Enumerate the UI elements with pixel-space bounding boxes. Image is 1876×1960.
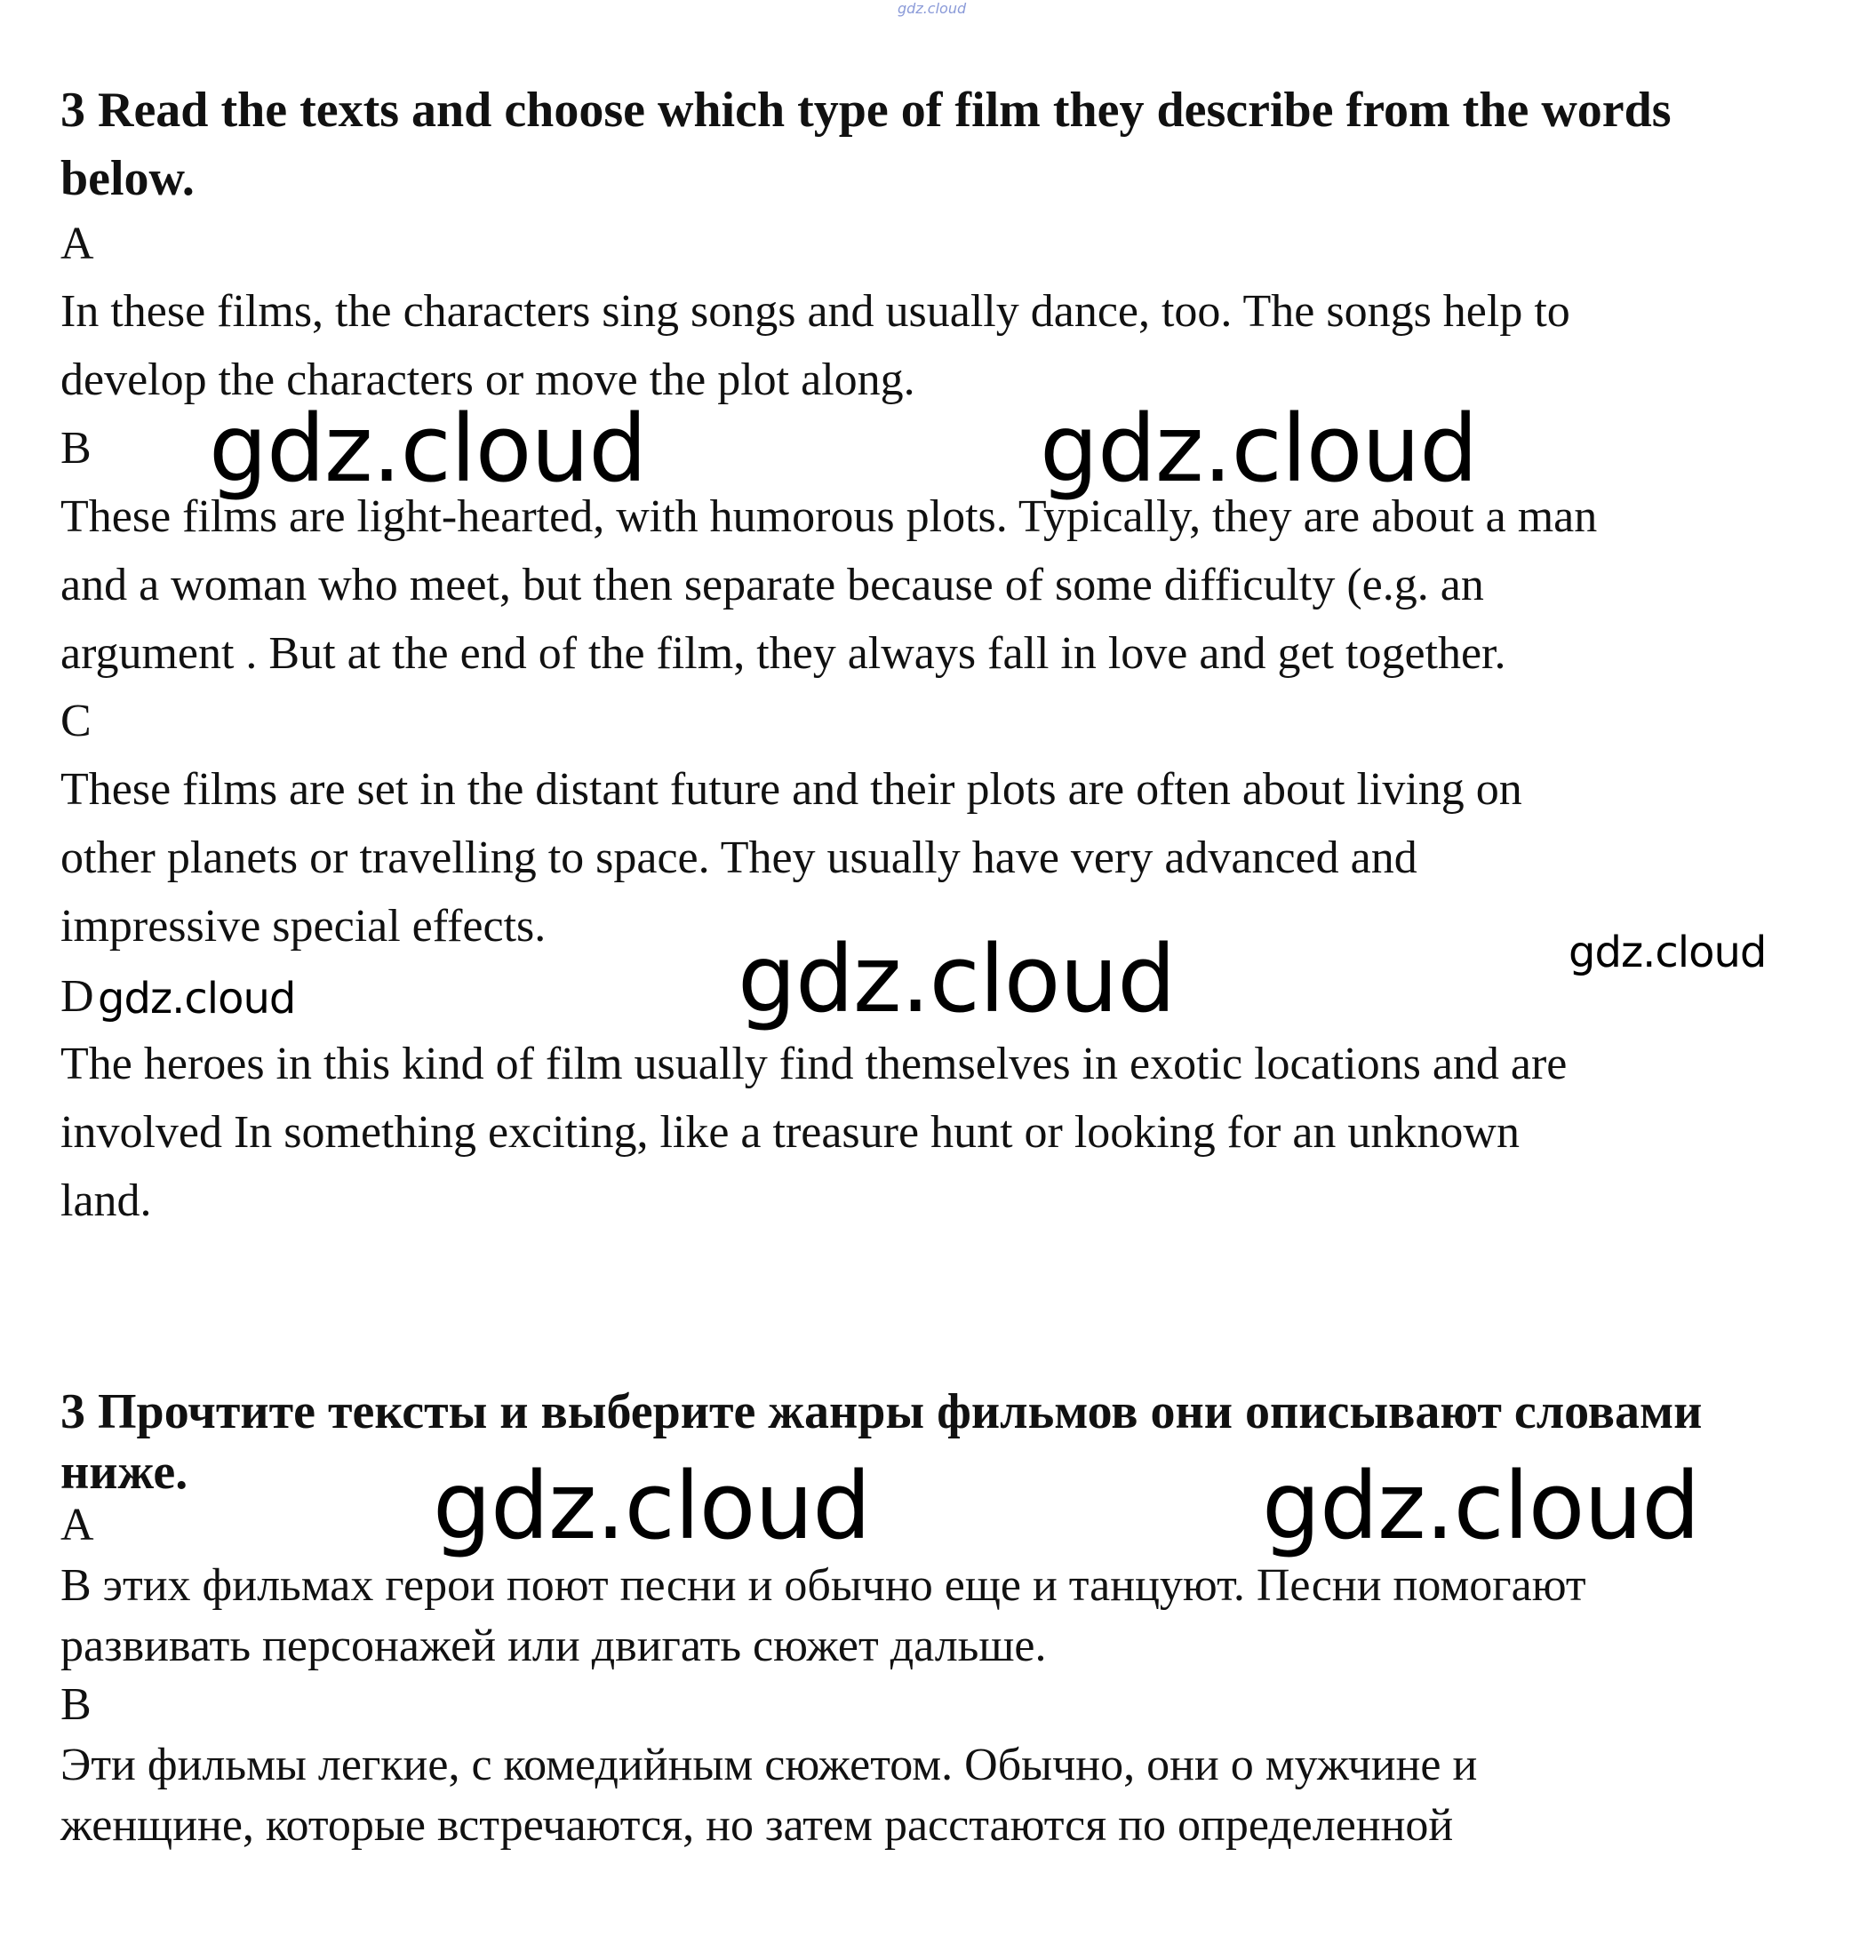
english-heading-line-2: below. xyxy=(60,151,195,206)
russian-heading-line-2: ниже. xyxy=(60,1445,188,1500)
english-section-b-label: B xyxy=(60,423,92,474)
watermark: gdz.cloud xyxy=(738,925,1176,1033)
english-section-d-label: D xyxy=(60,971,94,1022)
english-section-c-label: C xyxy=(60,696,92,746)
english-heading xyxy=(60,76,1802,213)
watermark: gdz.cloud xyxy=(209,394,647,503)
watermark: gdz.cloud xyxy=(1569,928,1767,977)
english-section-c-text: These films are set in the distant future and their plots are often about living on other planets or travelling to space. They usually have very advanced and impressive special effects. xyxy=(60,764,1522,952)
russian-section-b-label: B xyxy=(60,1679,92,1730)
english-section-a-label: A xyxy=(60,219,94,269)
russian-section-b-text: Эти фильмы легкие, с комедийным сюжетом. Обычно, они о мужчине и женщине, которые встречаются, но затем расстаются по определенной xyxy=(60,1740,1478,1851)
russian-heading-line-1: 3 Прочтите тексты и выберите жанры фильмов они описывают словами xyxy=(60,1384,1703,1439)
english-section-b-text: These films are light-hearted, with humorous plots. Typically, they are about a man and a woman who meet, but then separate because of some difficulty (e.g. an argument . But at the end of the film, they always fall in love and get together. xyxy=(60,491,1598,679)
watermark: gdz.cloud xyxy=(98,974,296,1024)
russian-section-a-label: A xyxy=(60,1500,94,1550)
russian-section-a-text: В этих фильмах герои поют песни и обычно еще и танцуют. Песни помогают развивать персонажей или двигать сюжет дальше. xyxy=(60,1560,1586,1671)
english-heading-line-1: 3 Read the texts and choose which type of film they describe from the words xyxy=(60,83,1672,138)
watermark: gdz.cloud xyxy=(433,1452,871,1560)
watermark: gdz.cloud xyxy=(1040,394,1478,503)
english-section-a-text: In these films, the characters sing songs and usually dance, too. The songs help to develop the characters or move the plot along. xyxy=(60,286,1570,405)
top-watermark: gdz.cloud xyxy=(898,0,967,17)
watermark: gdz.cloud xyxy=(1262,1452,1700,1560)
english-section-d-text: The heroes in this kind of film usually find themselves in exotic locations and are involved In something exciting, like a treasure hunt or looking for an unknown land. xyxy=(60,1039,1568,1226)
